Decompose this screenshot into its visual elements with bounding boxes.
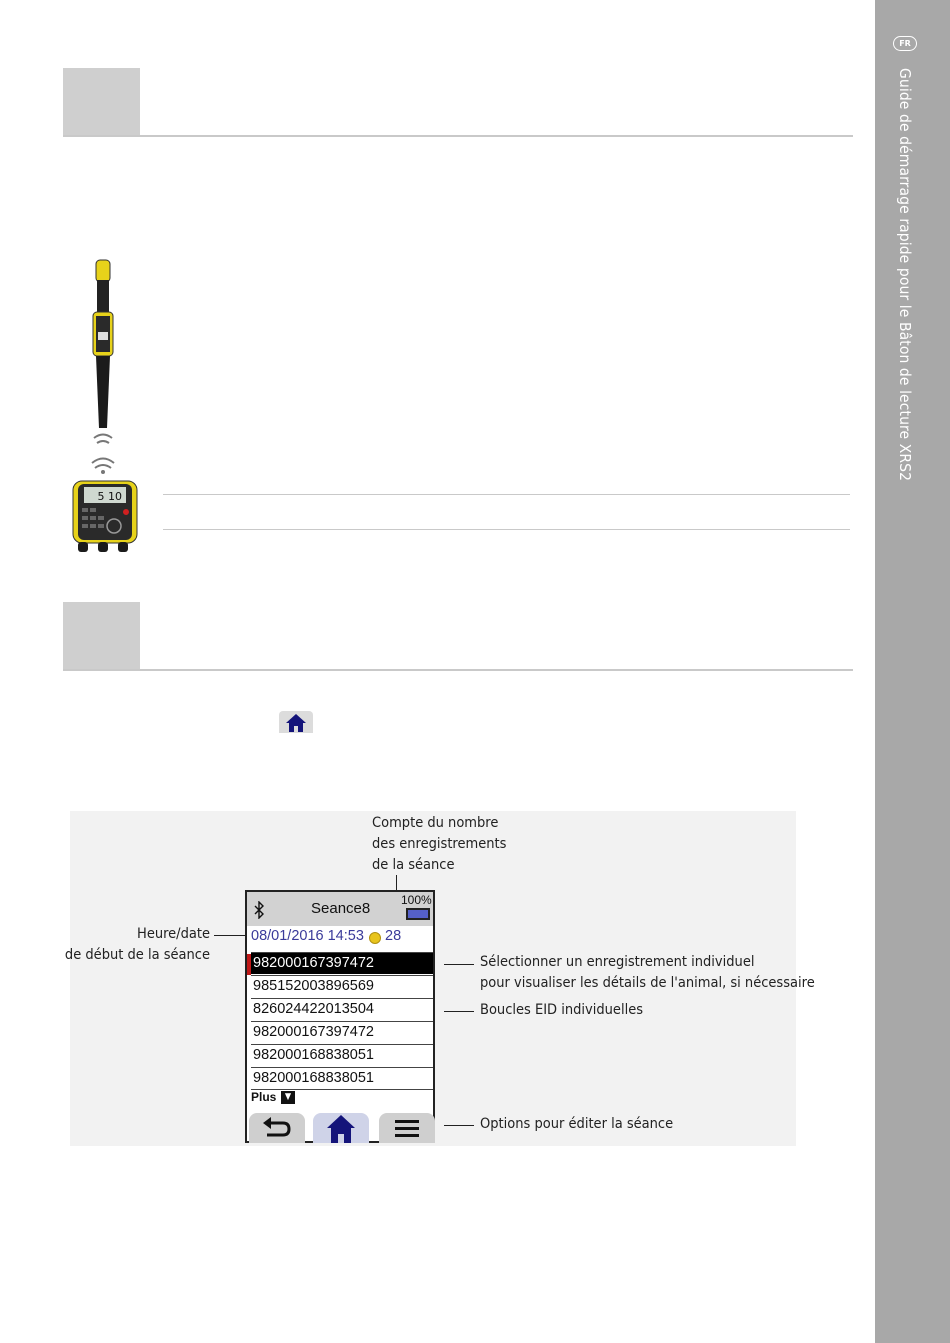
back-button[interactable]: [249, 1113, 305, 1143]
callout-count: Compte du nombre des enregistrements de la séance: [372, 815, 507, 873]
side-tab-title: Guide de démarrage rapide pour le Bâton de lecture XRS2: [896, 68, 914, 482]
content-rule-1: [163, 494, 850, 495]
battery-icon: [406, 908, 430, 920]
bluetooth-icon: [253, 901, 265, 919]
callout-options-leader: [444, 1125, 474, 1126]
row-divider: [251, 1089, 433, 1090]
record-row-selected[interactable]: 982000167397472: [251, 952, 433, 974]
svg-text:5 10: 5 10: [97, 490, 122, 503]
section-1-rule: [63, 135, 853, 137]
record-row[interactable]: 982000168838051: [251, 1044, 433, 1066]
record-count: 28: [385, 928, 402, 944]
menu-icon: [379, 1113, 435, 1143]
callout-select-leader: [444, 964, 474, 965]
callout-start: Heure/date de début de la séance: [64, 926, 210, 963]
language-badge: FR: [893, 36, 917, 51]
home-icon: [279, 711, 313, 733]
session-start-datetime: 08/01/2016 14:53: [251, 928, 364, 944]
menu-button[interactable]: [379, 1113, 435, 1143]
callout-eid: Boucles EID individuelles: [480, 1002, 644, 1018]
back-icon: [249, 1113, 305, 1143]
stick-reader-illustration: [84, 258, 124, 478]
more-label[interactable]: Plus: [251, 1090, 277, 1104]
section-2-rule: [63, 669, 853, 671]
home-icon: [313, 1113, 369, 1143]
section-2-number-box: [63, 602, 140, 670]
callout-options: Options pour éditer la séance: [480, 1116, 674, 1132]
more-down-icon[interactable]: ▼: [281, 1091, 295, 1104]
home-button[interactable]: [313, 1113, 369, 1143]
record-count-icon: [369, 932, 381, 944]
callout-eid-leader: [444, 1011, 474, 1012]
content-rule-2: [163, 529, 850, 530]
device-screen: [245, 890, 435, 1143]
weigh-indicator-illustration: [70, 478, 140, 554]
section-1-number-box: [63, 68, 140, 136]
home-button-inline: [279, 711, 313, 733]
record-row[interactable]: 982000168838051: [251, 1067, 433, 1089]
session-name: Seance8: [311, 900, 371, 917]
callout-start-leader: [214, 935, 246, 936]
battery-percent: 100%: [401, 893, 432, 907]
callout-select: Sélectionner un enregistrement individuel pour visualiser les détails de l'animal, si nécessaire: [480, 954, 815, 991]
record-row[interactable]: 982000167397472: [251, 1021, 433, 1043]
record-row[interactable]: 826024422013504: [251, 998, 433, 1020]
record-row[interactable]: 985152003896569: [251, 975, 433, 997]
